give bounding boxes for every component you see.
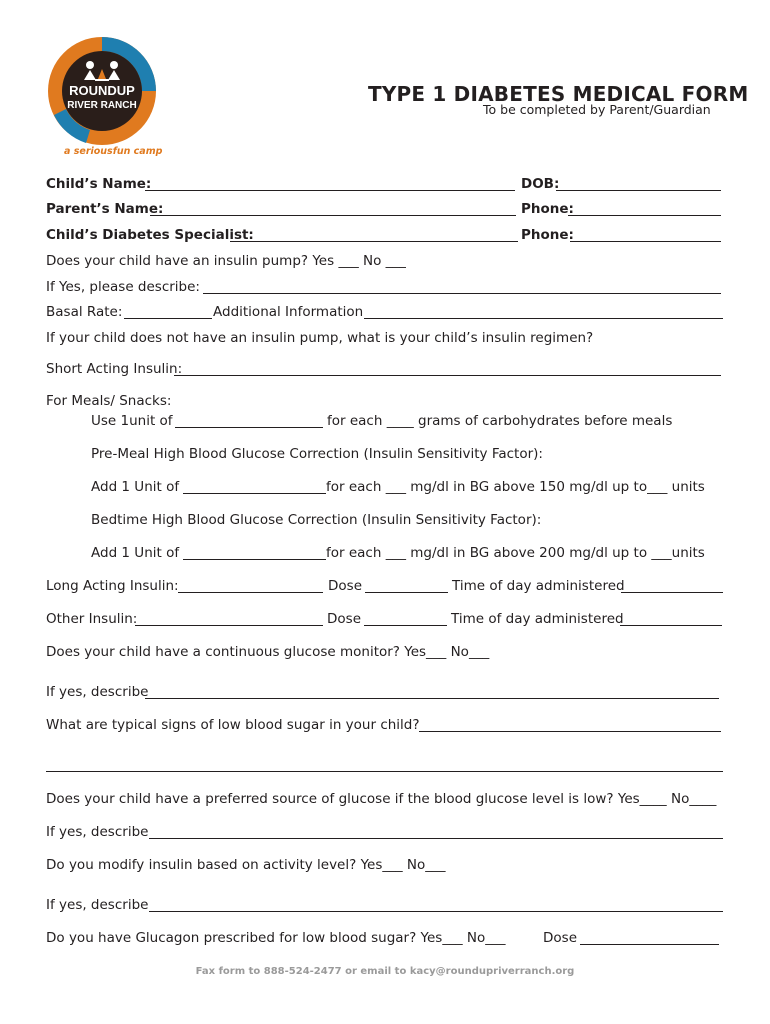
add-unit-1-label: Add 1 Unit of — [91, 479, 180, 495]
other-insulin-label: Other Insulin: — [46, 611, 138, 627]
bedtime-correction-label: Bedtime High Blood Glucose Correction (Insulin Sensitivity Factor): — [91, 512, 542, 528]
phone2-field[interactable] — [570, 241, 721, 242]
glucagon-question: Do you have Glucagon prescribed for low blood sugar? Yes___ No___ — [46, 930, 506, 946]
childs-name-field[interactable] — [145, 190, 515, 191]
regimen-question: If your child does not have an insulin pump, what is your child’s insulin regimen? — [46, 330, 594, 346]
basal-rate-label: Basal Rate: — [46, 304, 123, 320]
add-unit-2-field[interactable] — [183, 559, 326, 560]
specialist-label: Child’s Diabetes Specialist: — [46, 227, 254, 243]
other-dose-label: Dose — [327, 611, 361, 627]
low-signs-field-2[interactable] — [46, 771, 723, 772]
cgm-question: Does your child have a continuous glucose monitor? Yes___ No___ — [46, 644, 490, 660]
other-time-field[interactable] — [620, 625, 722, 626]
use-unit-field[interactable] — [175, 427, 323, 428]
other-time-label: Time of day administered — [451, 611, 624, 627]
glucagon-dose-label: Dose — [543, 930, 577, 946]
long-dose-label: Dose — [328, 578, 362, 594]
logo-bottom-text: RIVER RANCH — [67, 100, 137, 111]
parents-name-label: Parent’s Name: — [46, 201, 164, 217]
glucagon-dose-field[interactable] — [580, 944, 719, 945]
dob-field[interactable] — [556, 190, 721, 191]
add-unit-2-tail: for each ___ mg/dl in BG above 200 mg/dl up to ___units — [326, 545, 705, 561]
additional-info-field[interactable] — [364, 318, 723, 319]
page-subtitle: To be completed by Parent/Guardian — [483, 102, 711, 117]
low-signs-question: What are typical signs of low blood sugar in your child? — [46, 717, 420, 733]
phone-field[interactable] — [568, 215, 721, 216]
source-describe-label: If yes, describe — [46, 824, 149, 840]
pump-describe-field[interactable] — [203, 293, 721, 294]
short-acting-field[interactable] — [174, 375, 721, 376]
long-acting-label: Long Acting Insulin: — [46, 578, 179, 594]
use-unit-label: Use 1unit of — [91, 413, 173, 429]
phone2-label: Phone: — [521, 227, 574, 243]
dob-label: DOB: — [521, 176, 560, 192]
add-unit-1-tail: for each ___ mg/dl in BG above 150 mg/dl up to___ units — [326, 479, 705, 495]
long-acting-field[interactable] — [178, 592, 323, 593]
phone-label: Phone: — [521, 201, 574, 217]
activity-describe-label: If yes, describe — [46, 897, 149, 913]
use-unit-tail: for each ____ grams of carbohydrates before meals — [327, 413, 673, 429]
logo-top-text: ROUNDUP — [69, 83, 135, 98]
add-unit-2-label: Add 1 Unit of — [91, 545, 180, 561]
premeal-correction-label: Pre-Meal High Blood Glucose Correction (Insulin Sensitivity Factor): — [91, 446, 543, 462]
camp-logo — [46, 35, 158, 147]
short-acting-label: Short Acting Insulin: — [46, 361, 183, 377]
cgm-describe-label: If yes, describe — [46, 684, 149, 700]
source-describe-field[interactable] — [149, 838, 723, 839]
glucose-source-question: Does your child have a preferred source of glucose if the blood glucose level is low? Yes____ No____ — [46, 791, 717, 807]
pump-describe-label: If Yes, please describe: — [46, 279, 200, 295]
low-signs-field[interactable] — [419, 731, 721, 732]
activity-describe-field[interactable] — [149, 911, 723, 912]
activity-question: Do you modify insulin based on activity level? Yes___ No___ — [46, 857, 446, 873]
long-time-label: Time of day administered — [452, 578, 625, 594]
other-insulin-field[interactable] — [135, 625, 323, 626]
specialist-field[interactable] — [230, 241, 518, 242]
cgm-describe-field[interactable] — [145, 698, 719, 699]
childs-name-label: Child’s Name: — [46, 176, 152, 192]
basal-rate-field[interactable] — [124, 318, 212, 319]
long-time-field[interactable] — [621, 592, 723, 593]
meals-snacks-label: For Meals/ Snacks: — [46, 393, 172, 409]
logo-tagline: a seriousfun camp — [64, 146, 163, 157]
other-dose-field[interactable] — [364, 625, 447, 626]
pump-question: Does your child have an insulin pump? Yes ___ No ___ — [46, 253, 406, 269]
footer-contact: Fax form to 888-524-2477 or email to kacy@roundupriverranch.org — [195, 966, 575, 977]
page-title: TYPE 1 DIABETES MEDICAL FORM — [368, 82, 749, 106]
additional-info-label: Additional Information — [213, 304, 364, 320]
parents-name-field[interactable] — [150, 215, 516, 216]
long-dose-field[interactable] — [365, 592, 448, 593]
add-unit-1-field[interactable] — [183, 493, 326, 494]
